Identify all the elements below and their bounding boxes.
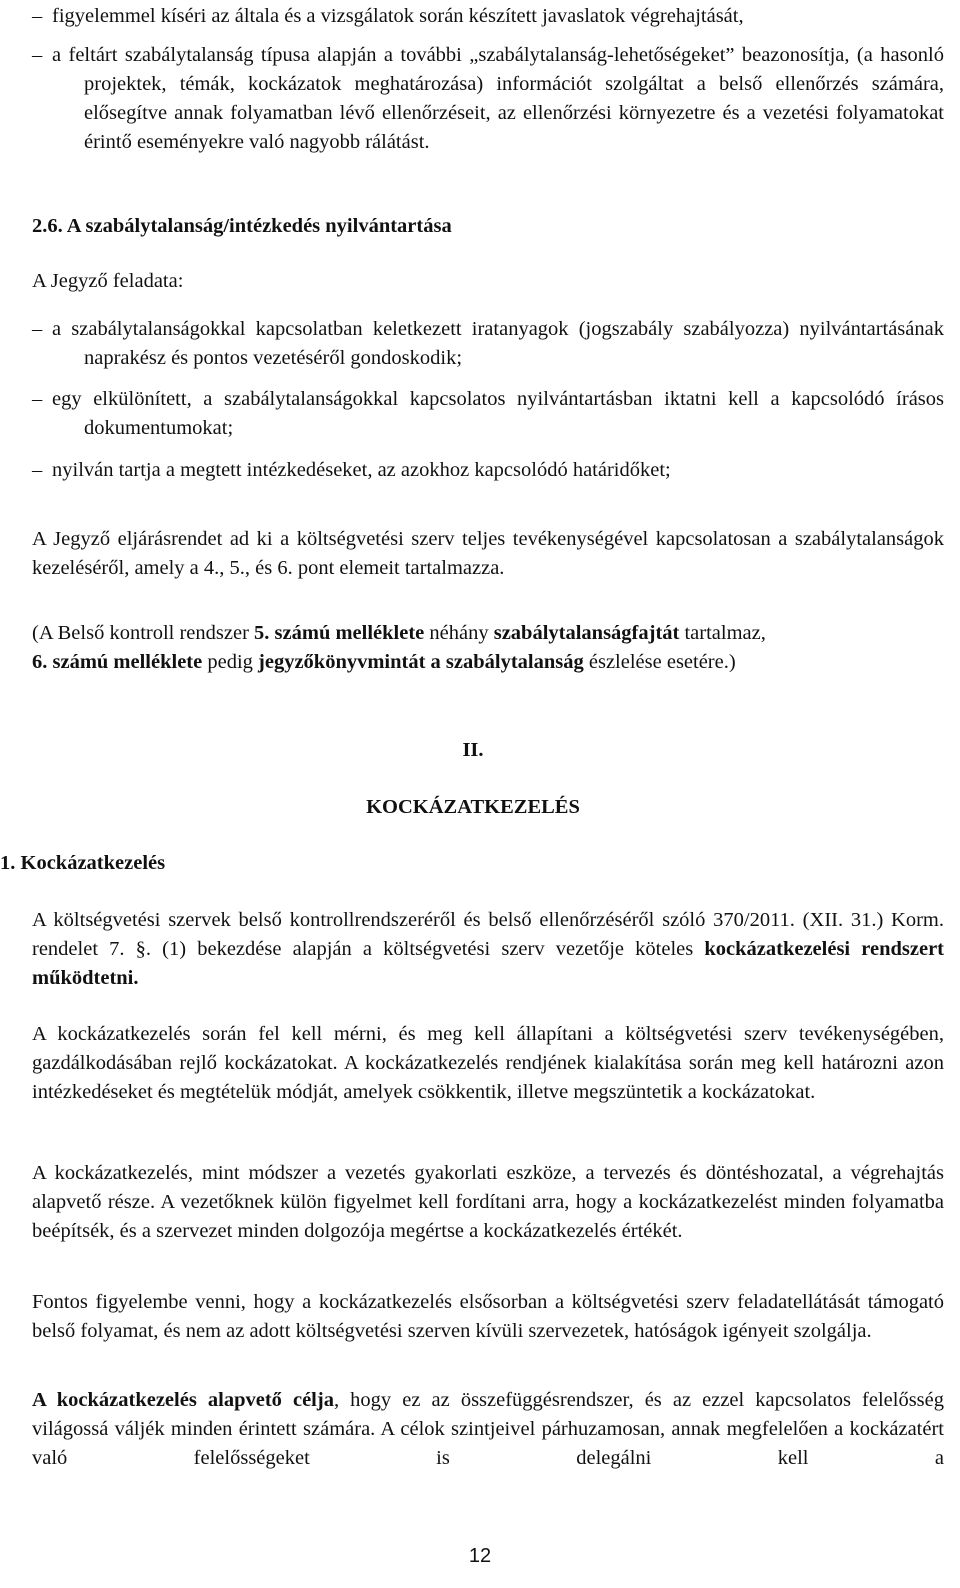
bullet-dash: – xyxy=(32,459,43,481)
page-number: 12 xyxy=(468,1545,492,1567)
paragraph: A Jegyző eljárásrendet ad ki a költségvetési szerv teljes tevékenységével kapcsolatosan a szabálytalanságok kezeléséről, amely a 4., 5., és 6. pont elemeit tartalmazza. xyxy=(32,528,944,579)
bullet-item: nyilván tartja a megtett intézkedéseket, az azokhoz kapcsolódó határidőket; xyxy=(52,459,671,481)
bullet-item: egy elkülönített, a szabálytalanságokkal kapcsolatos nyilvántartásban iktatni kell a kapcsolódó írásos dokumentumokat; xyxy=(52,388,944,439)
paragraph: A kockázatkezelés alapvető célja, hogy ez az összefüggésrendszer, és az ezzel kapcsolatos felelősség világossá váljék minden érintett számára. A célok szintjeivel párhuzamosan, annak megfelelően a kockázatért való felelősségeket is delegálni kell a xyxy=(32,1389,944,1469)
bullet-dash: – xyxy=(32,318,43,340)
bullet-dash: – xyxy=(32,388,43,410)
section-heading: 1. Kockázatkezelés xyxy=(0,852,166,874)
paragraph-annex-note: (A Belső kontroll rendszer 5. számú melléklete néhány szabálytalanságfajtát tartalmaz, 6. számú melléklete pedig jegyzőkönyvmintát a szabálytalanság észlelése esetére.) xyxy=(32,622,766,673)
paragraph: A kockázatkezelés, mint módszer a vezetés gyakorlati eszköze, a tervezés és döntéshozatal, a végrehajtás alapvető része. A vezetőknek külön figyelmet kell fordítani arra, hogy a kockázatkezelést minden folyamatba beépítsék, és a szervezet minden dolgozója megértse a kockázatkezelés értékét. xyxy=(32,1162,944,1242)
section-heading: 2.6. A szabálytalanság/intézkedés nyilvántartása xyxy=(32,215,452,237)
bullet-dash: – xyxy=(32,44,43,66)
paragraph: A költségvetési szervek belső kontrollrendszeréről és belső ellenőrzéséről szóló 370/2011. (XII. 31.) Korm. rendelet 7. §. (1) bekezdése alapján a költségvetési szerv vezetője köteles kockázatkezelési rendszert működtetni. xyxy=(32,909,944,989)
bullet-item: a szabálytalanságokkal kapcsolatban keletkezett iratanyagok (jogszabály szabályozza) nyilvántartásának naprakész és pontos vezetéséről gondoskodik; xyxy=(52,318,944,369)
paragraph: A kockázatkezelés során fel kell mérni, és meg kell állapítani a költségvetési szerv tevékenységében, gazdálkodásában rejlő kockázatokat. A kockázatkezelés rendjének kialakítása során meg kell határozni azon intézkedéseket és megtételük módját, amelyek csökkentik, illetve megszüntetik a kockázatokat. xyxy=(32,1023,944,1103)
bullet-item: a feltárt szabálytalanság típusa alapján a további „szabálytalanság-lehetőségeket” beazonosítja, (a hasonló projektek, témák, kockázatok meghatározása) információt szolgáltat a belső ellenőrzés számára, elősegítve annak folyamatban lévő ellenőrzéseit, az ellenőrzési környezetre és a vezetési folyamatokat érintő eseményekre való nagyobb rálátást. xyxy=(52,44,944,153)
chapter-number: II. xyxy=(462,739,484,761)
paragraph-intro: A Jegyző feladata: xyxy=(32,270,184,292)
chapter-title: KOCKÁZATKEZELÉS xyxy=(366,796,580,818)
bullet-item: figyelemmel kíséri az általa és a vizsgálatok során készített javaslatok végrehajtását, xyxy=(52,5,744,27)
bullet-dash: – xyxy=(32,5,43,27)
paragraph: Fontos figyelembe venni, hogy a kockázatkezelés elsősorban a költségvetési szerv feladatellátását támogató belső folyamat, és nem az adott költségvetési szerven kívüli szervezetek, hatóságok igényeit szolgálja. xyxy=(32,1291,944,1342)
